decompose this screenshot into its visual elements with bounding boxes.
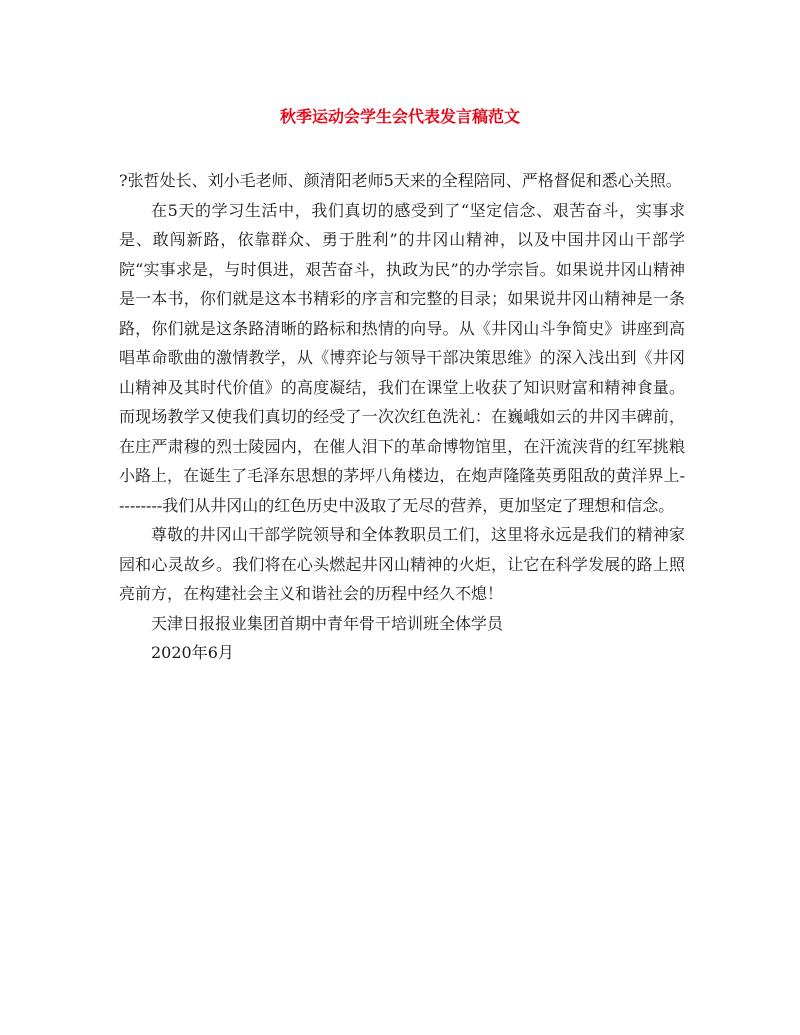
document-body xyxy=(119,166,685,668)
paragraph-thanks: ?张哲处长、刘小毛老师、颜清阳老师5天来的全程陪同、严格督促和悉心关照。 xyxy=(119,171,682,190)
paragraph-study-life: 在5天的学习生活中，我们真切的感受到了“坚定信念、艰苦奋斗，实事求是、敢闯新路，依靠群众、勇于胜利”的井冈山精神，以及中国井冈山干部学院“实事求是，与时俱进，艰苦奋斗，执政为民”的办学宗旨。如果说井冈山精神是一本书，你们就是这本书精彩的序言和完整的目录；如果说井冈山精神是一条路，你们就是这条路清晰的路标和热情的向导。从《井冈山斗争简史》讲座到高唱革命歌曲的激情教学，从《博弈论与领导干部决策思维》的深入浅出到《井冈山精神及其时代价值》的高度凝结，我们在课堂上收获了知识财富和精神食量。而现场教学又使我们真切的经受了一次次红色洗礼：在巍峨如云的井冈丰碑前，在庄严肃穆的烈士陵园内，在催人泪下的革命博物馆里，在汗流浃背的红军挑粮小路上，在诞生了毛泽东思想的茅坪八角楼边，在炮声隆隆英勇阻敌的黄洋界上---------我们从井冈山的红色历史中汲取了无尽的营养，更加坚定了理想和信念。 xyxy=(119,200,685,515)
document-title: 秋季运动会学生会代表发言稿范文 xyxy=(279,107,520,126)
signature-date: 2020年6月 xyxy=(151,643,234,662)
paragraph-gratitude: 尊敬的井冈山干部学院领导和全体教职员工们，这里将永远是我们的精神家园和心灵故乡。我们将在心头燃起井冈山精神的火炬，让它在科学发展的路上照亮前方，在构建社会主义和谐社会的历程中经久不熄！ xyxy=(119,525,685,603)
signature-group: 天津日报报业集团首期中青年骨干培训班全体学员 xyxy=(151,613,504,633)
